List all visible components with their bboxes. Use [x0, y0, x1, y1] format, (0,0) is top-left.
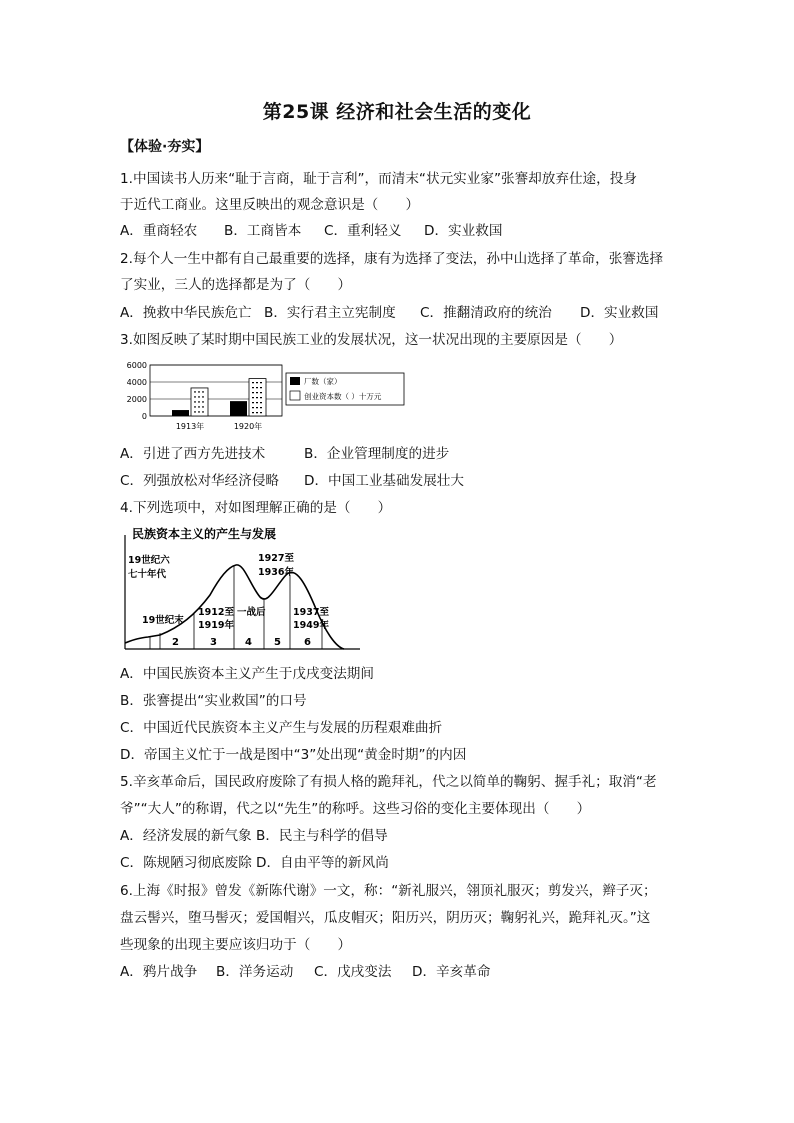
q2-options	[120, 304, 658, 322]
label-1927-a: 1927至	[258, 553, 294, 564]
q5-stem-line2: 爷”“大人”的称谓，代之以“先生”的称呼。这些习俗的变化主要体现出（ ）	[120, 801, 591, 817]
capitalism-development-figure	[120, 525, 365, 655]
label-1860s-b: 七十年代	[128, 569, 167, 580]
q2-option-b[interactable]: B．实行君主立宪制度	[264, 305, 396, 321]
q6-option-d[interactable]: D．辛亥革命	[412, 964, 491, 980]
q3-option-b[interactable]: B．企业管理制度的进步	[304, 446, 450, 462]
q5-option-d[interactable]: D．自由平等的新风尚	[256, 855, 389, 871]
q5-option-a[interactable]: A．经济发展的新气象	[120, 828, 252, 844]
x-tick-label: 1920年	[233, 422, 263, 431]
segment-label-6: 6	[304, 637, 311, 648]
q2-stem-line1: 2.每个人一生中都有自己最重要的选择，康有为选择了变法，孙中山选择了革命，张謇选择	[120, 251, 664, 267]
q1-option-d[interactable]: D．实业救国	[424, 223, 503, 239]
q6-option-a[interactable]: A．鸦片战争	[120, 964, 198, 980]
q5-options-row1	[120, 827, 388, 845]
y-tick-label: 2000	[126, 395, 147, 404]
label-post-ww1: 一战后	[237, 607, 266, 618]
q4-stem: 4.下列选项中，对如图理解正确的是（ ）	[120, 500, 392, 516]
q3-options-row1	[120, 445, 449, 463]
q6-option-c[interactable]: C．戊戌变法	[314, 964, 392, 980]
q5-option-b[interactable]: B．民主与科学的倡导	[256, 828, 388, 844]
bar-factories	[172, 410, 189, 416]
q1-options	[120, 222, 502, 240]
label-1937-b: 1949年	[293, 620, 329, 631]
legend-swatch-factories	[290, 377, 300, 385]
segment-label-2: 2	[172, 637, 179, 648]
industry-bar-chart	[120, 358, 410, 438]
q1-option-a[interactable]: A．重商轻农	[120, 223, 198, 239]
y-tick-label: 6000	[126, 361, 147, 370]
q1-option-c[interactable]: C．重利轻义	[324, 223, 402, 239]
legend-label-capital: 创业资本数（ ）十万元	[304, 392, 382, 401]
figure-title: 民族资本主义的产生与发展	[132, 527, 277, 541]
q6-stem-line1: 6.上海《时报》曾发《新陈代谢》一文，称：“新礼服兴，翎顶礼服灭；剪发兴，辫子灭；	[120, 883, 657, 899]
section-heading: 【体验·夯实】	[120, 139, 210, 155]
q5-option-c[interactable]: C．陈规陋习彻底废除	[120, 855, 252, 871]
q6-stem-line3: 些现象的出现主要应该归功于（ ）	[120, 937, 352, 953]
segment-label-4: 4	[245, 637, 252, 648]
label-1927-b: 1936年	[258, 567, 294, 578]
q3-stem: 3.如图反映了某时期中国民族工业的发展状况，这一状况出现的主要原因是（ ）	[120, 332, 623, 348]
q3-option-c[interactable]: C．列强放松对华经济侵略	[120, 473, 280, 489]
q4-option-d[interactable]: D．帝国主义忙于一战是图中“3”处出现“黄金时期”的内因	[120, 747, 467, 763]
q6-options	[120, 963, 490, 981]
q4-option-b[interactable]: B．张謇提出“实业救国”的口号	[120, 693, 307, 709]
legend-swatch-capital	[290, 391, 300, 400]
q2-option-d[interactable]: D．实业救国	[580, 305, 659, 321]
q5-stem-line1: 5.辛亥革命后，国民政府废除了有损人格的跪拜礼，代之以简单的鞠躬、握手礼；取消“老	[120, 774, 657, 790]
segment-label-3: 3	[210, 637, 217, 648]
q3-option-d[interactable]: D．中国工业基础发展壮大	[304, 473, 464, 489]
q6-stem-line2: 盘云髻兴，堕马髻灭；爱国帽兴，瓜皮帽灭；阳历兴，阴历灭；鞠躬礼兴，跪拜礼灭。”这	[120, 910, 651, 926]
q2-option-c[interactable]: C．推翻清政府的统治	[420, 305, 552, 321]
bar-factories	[230, 401, 247, 416]
label-1937-a: 1937至	[293, 607, 329, 618]
label-late-19th: 19世纪末	[142, 615, 184, 626]
segment-label-5: 5	[274, 637, 281, 648]
q3-options-row2	[120, 472, 464, 490]
legend-label-factories: 厂数（家）	[304, 377, 342, 386]
label-1912-b: 1919年	[198, 620, 234, 631]
q6-option-b[interactable]: B．洋务运动	[216, 964, 294, 980]
label-1912-a: 1912至	[198, 607, 234, 618]
page-title: 第25课 经济和社会生活的变化	[262, 101, 532, 123]
q4-option-a[interactable]: A．中国民族资本主义产生于戊戌变法期间	[120, 666, 374, 682]
y-tick-label: 0	[141, 412, 147, 421]
q1-stem-line2: 于近代工商业。这里反映出的观念意识是（ ）	[120, 197, 420, 213]
y-tick-label: 4000	[126, 378, 147, 387]
q4-option-c[interactable]: C．中国近代民族资本主义产生与发展的历程艰难曲折	[120, 720, 443, 736]
label-1860s-a: 19世纪六	[128, 555, 170, 566]
q3-option-a[interactable]: A．引进了西方先进技术	[120, 446, 266, 462]
x-tick-label: 1913年	[175, 422, 205, 431]
q5-options-row2	[120, 854, 389, 872]
q2-option-a[interactable]: A．挽救中华民族危亡	[120, 305, 252, 321]
q1-option-b[interactable]: B．工商皆本	[224, 223, 302, 239]
q2-stem-line2: 了实业，三人的选择都是为了（ ）	[120, 277, 352, 293]
q1-stem-line1: 1.中国读书人历来“耻于言商，耻于言利”，而清末“状元实业家”张謇却放弃仕途，投身	[120, 171, 637, 187]
